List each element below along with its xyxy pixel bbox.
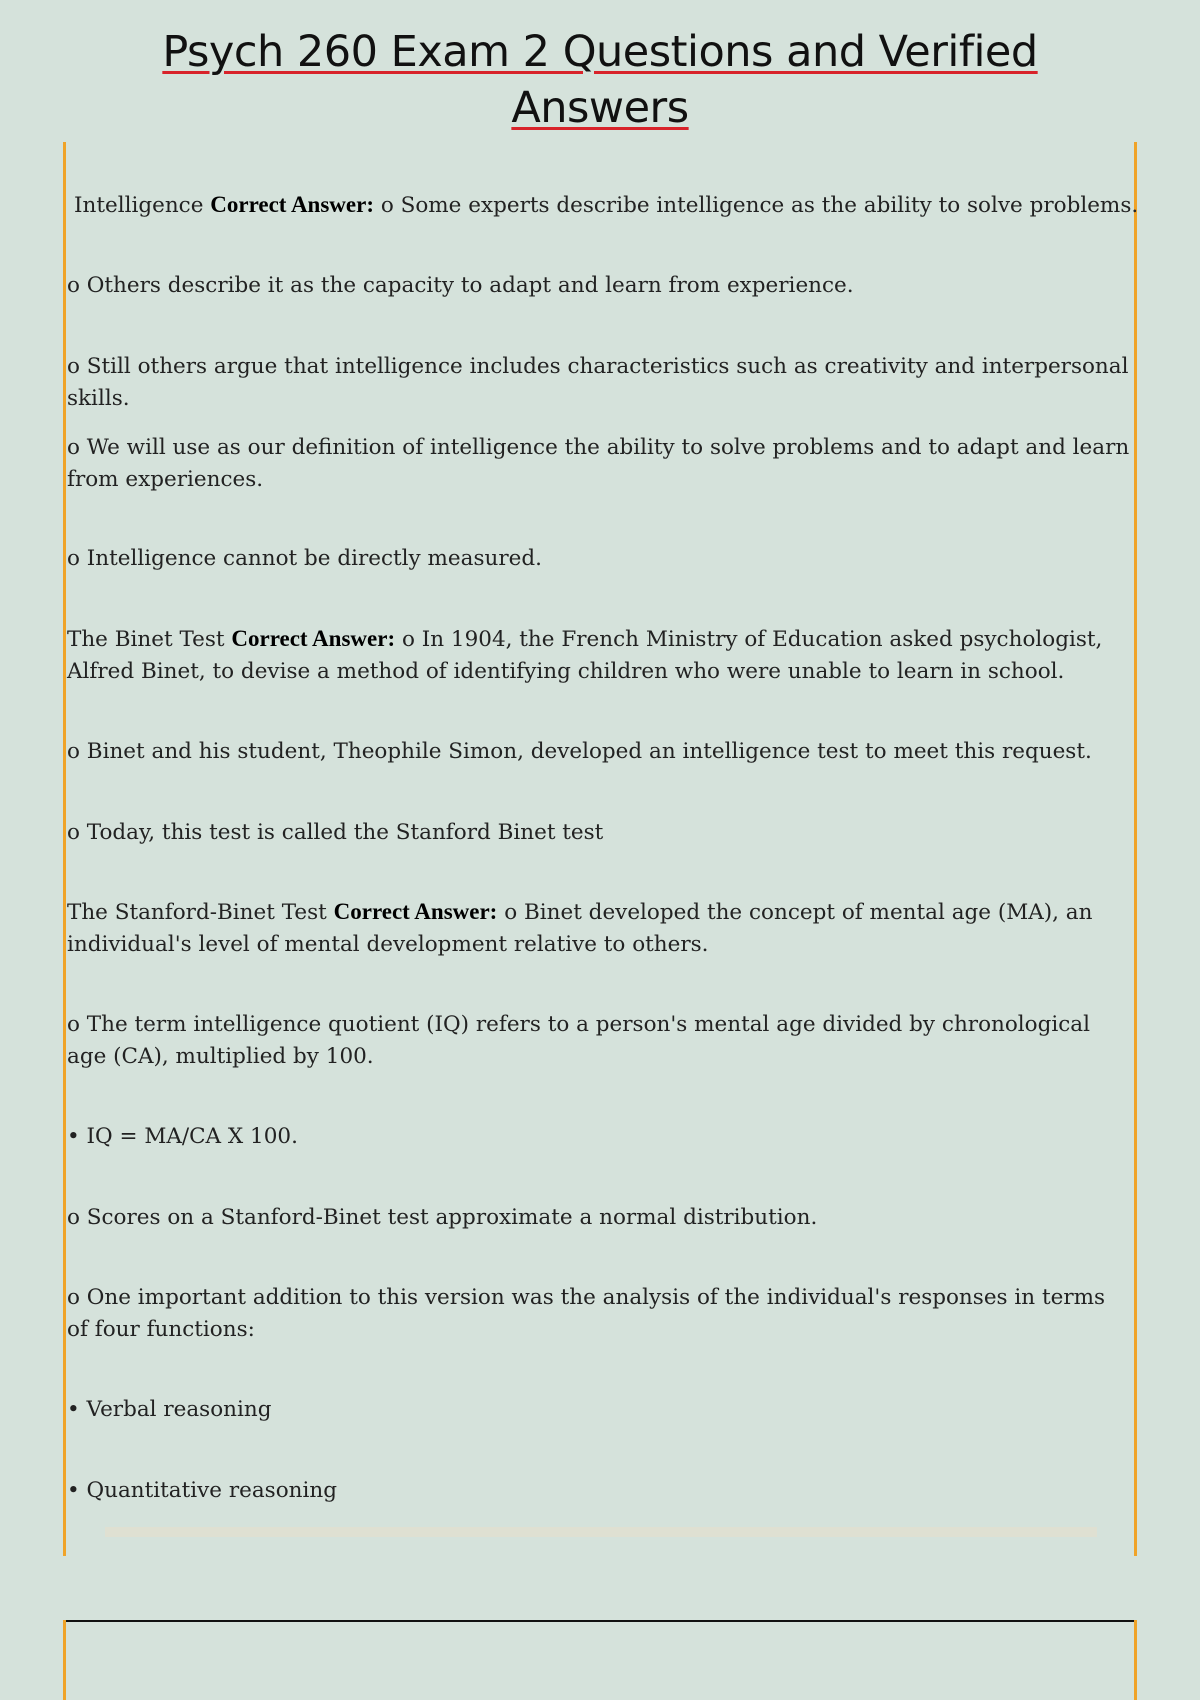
title-line-2: Answers	[511, 83, 689, 133]
list-item: o Scores on a Stanford-Binet test approximate a normal distribution.	[67, 1205, 818, 1230]
term: Intelligence	[74, 193, 204, 218]
term: The Stanford-Binet Test	[67, 900, 327, 925]
next-block-right-border	[1134, 1620, 1137, 1700]
answer-text: o Binet developed the concept of mental age (MA), an individual's level of mental development relative to others.	[67, 900, 1093, 957]
list-item: • Quantitative reasoning	[67, 1478, 337, 1503]
next-block-top-border	[63, 1620, 1137, 1622]
list-item: o Intelligence cannot be directly measured.	[67, 546, 542, 571]
correct-answer-label: Correct Answer:	[210, 192, 374, 217]
correct-answer-label: Correct Answer:	[231, 626, 396, 651]
list-item: o We will use as our definition of intelligence the ability to solve problems and to adapt and learn from experiences.	[67, 435, 1130, 492]
list-item: o Others describe it as the capacity to adapt and learn from experience.	[67, 273, 854, 298]
entry-intelligence	[74, 189, 1139, 222]
title-line-1: Psych 260 Exam 2 Questions and Verified	[162, 27, 1038, 77]
list-item: • IQ = MA/CA X 100.	[67, 1124, 298, 1149]
next-block-left-border	[63, 1620, 66, 1700]
entry-binet-test	[67, 623, 1132, 688]
bottom-divider	[105, 1527, 1097, 1537]
answer-text: o Some experts describe intelligence as the ability to solve problems.	[380, 193, 1139, 218]
list-item: o One important addition to this version was the analysis of the individual's responses in terms of four functions:	[67, 1285, 1106, 1342]
list-item: o Still others argue that intelligence includes characteristics such as creativity and interpersonal skills.	[67, 354, 1129, 411]
page-title	[0, 24, 1200, 136]
list-item: • Verbal reasoning	[67, 1397, 272, 1422]
entry-stanford-binet-test	[67, 896, 1132, 961]
correct-answer-label: Correct Answer:	[333, 899, 498, 924]
right-border	[1134, 142, 1137, 1556]
list-item: o Binet and his student, Theophile Simon, developed an intelligence test to meet this request.	[67, 739, 1092, 764]
answer-text: o In 1904, the French Ministry of Education asked psychologist, Alfred Binet, to devise a method of identifying children who were unable to learn in school.	[67, 627, 1103, 684]
left-border	[63, 142, 66, 1556]
list-item: o The term intelligence quotient (IQ) refers to a person's mental age divided by chronological age (CA), multiplied by 100.	[67, 1012, 1090, 1069]
term: The Binet Test	[67, 627, 225, 652]
list-item: o Today, this test is called the Stanford Binet test	[67, 820, 604, 845]
